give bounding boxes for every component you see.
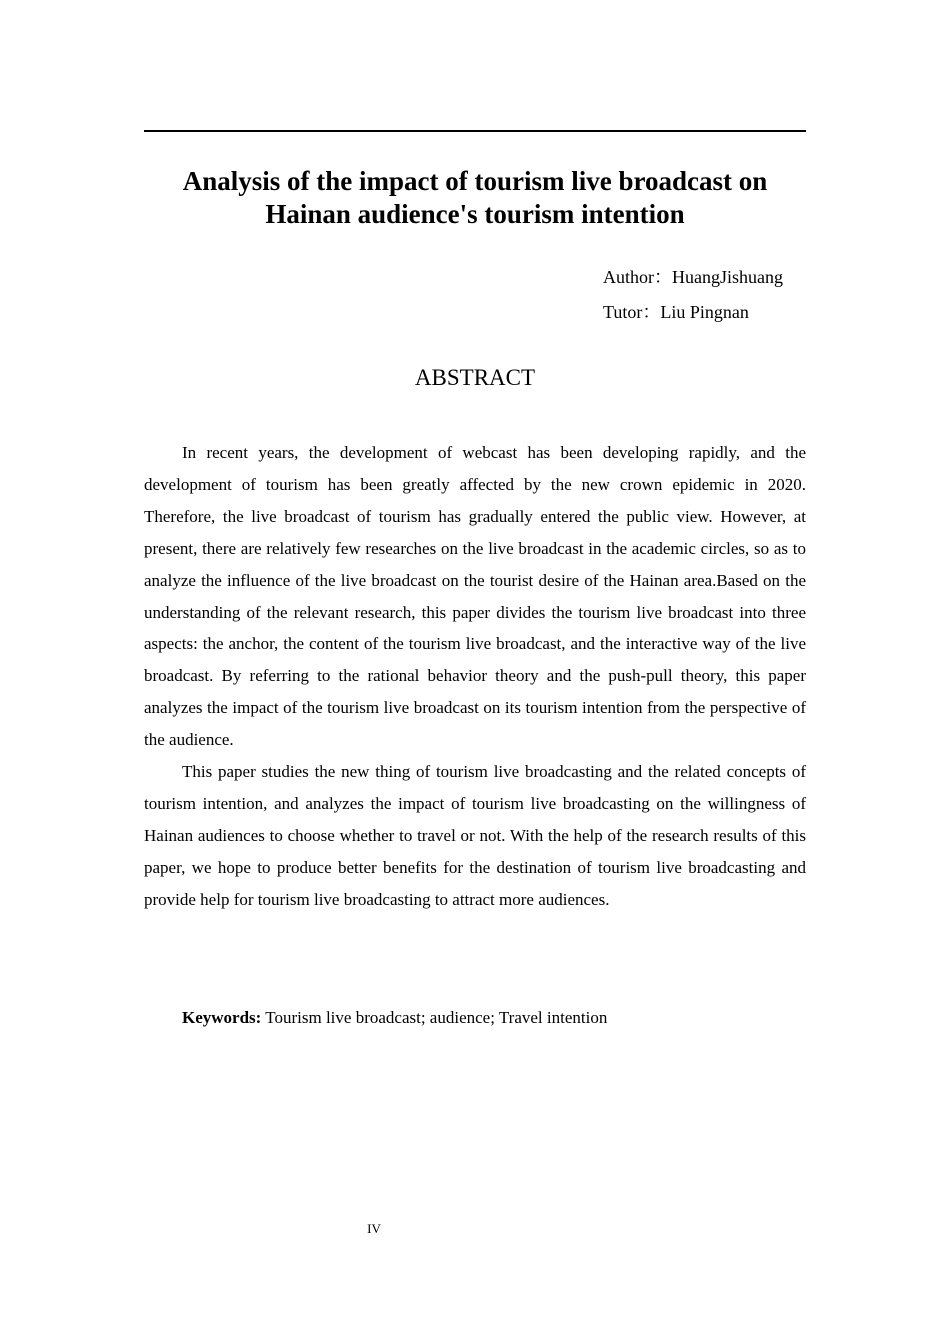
abstract-paragraph-1: In recent years, the development of webcast has been developing rapidly, and the development of tourism has been greatly affected by the new crown epidemic in 2020. Therefore, the live broadcast of tourism has gradually entered the public view. However, at present, there are relatively few researches on the live broadcast in the academic circles, so as to analyze the influence of the live broadcast on the tourist desire of the Hainan area.Based on the understanding of the relevant research, this paper divides the tourism live broadcast into three aspects: the anchor, the content of the tourism live broadcast, and the interactive way of the live broadcast. By referring to the rational behavior theory and the push-pull theory, this paper analyzes the impact of the tourism live broadcast on its tourism intention from the perspective of the audience. — [144, 443, 806, 750]
header-rule — [144, 130, 806, 132]
abstract-heading: ABSTRACT — [414, 365, 536, 390]
keywords-line — [182, 1005, 607, 1031]
page-number: IV — [367, 1221, 381, 1236]
keywords-text: Tourism live broadcast; audience; Travel intention — [265, 1008, 608, 1027]
paper-title — [144, 165, 806, 231]
title-line-1: Analysis of the impact of tourism live broadcast on — [182, 166, 768, 196]
abstract-paragraph-2: This paper studies the new thing of tourism live broadcasting and the related concepts of tourism intention, and analyzes the impact of tourism live broadcasting on the willingness of Hainan audiences to choose whether to travel or not. With the help of the research results of this paper, we hope to produce better benefits for the destination of tourism live broadcasting and provide help for tourism live broadcasting to attract more audiences. — [144, 762, 806, 909]
title-line-2: Hainan audience's tourism intention — [265, 199, 685, 229]
keywords-label: Keywords: — [182, 1008, 262, 1027]
author-name: HuangJishuang — [672, 267, 783, 287]
tutor-label: Tutor： — [603, 302, 661, 322]
abstract-body — [144, 437, 806, 916]
author-label: Author： — [603, 267, 672, 287]
tutor-name: Liu Pingnan — [660, 302, 749, 322]
author-line — [603, 265, 903, 289]
tutor-line — [603, 300, 903, 324]
